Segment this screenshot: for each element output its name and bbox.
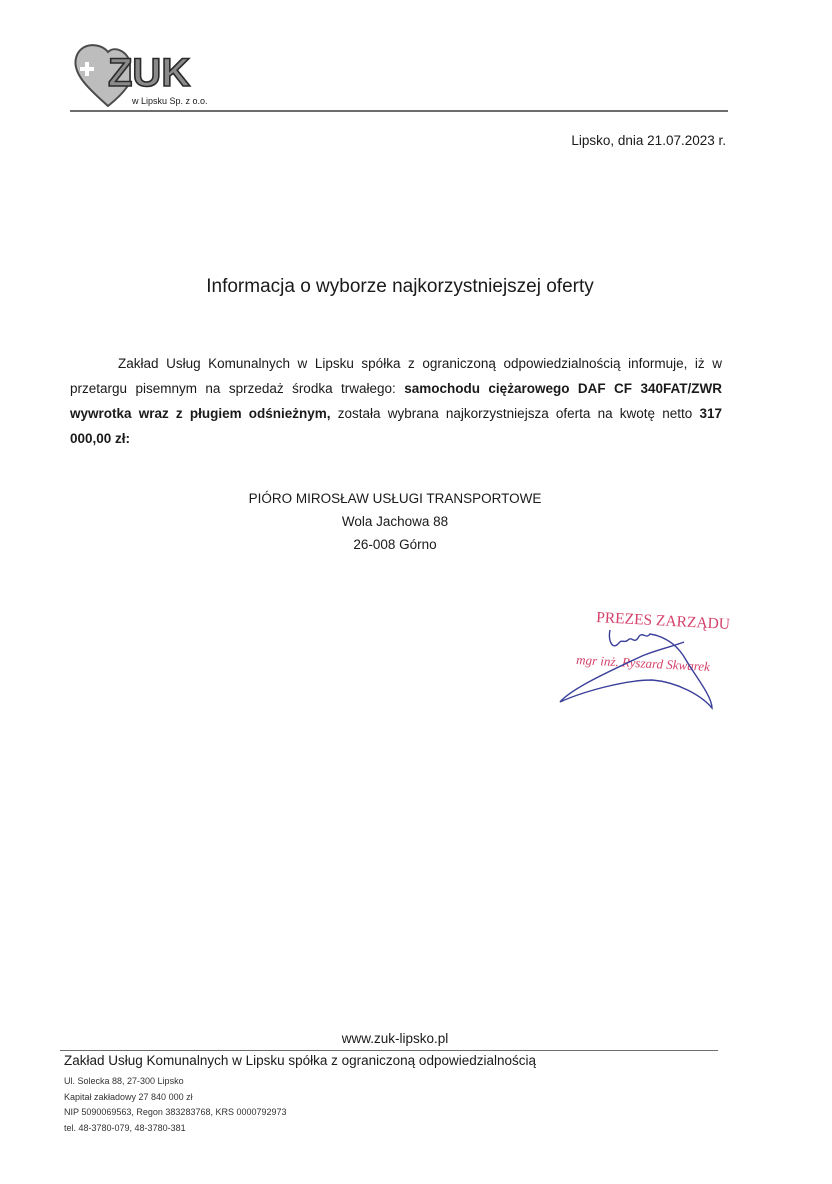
date-line: Lipsko, dnia 21.07.2023 r.	[571, 133, 726, 148]
winner-address	[0, 487, 790, 556]
footer-line-registry: NIP 5090069563, Regon 383283768, KRS 0000792973	[64, 1107, 287, 1118]
winner-street: Wola Jachowa 88	[341, 514, 449, 529]
footer-details	[64, 1074, 287, 1137]
logo-text: ZUK	[108, 51, 191, 95]
footer-url: www.zuk-lipsko.pl	[341, 1031, 449, 1046]
body-paragraph	[70, 351, 722, 451]
signature-stamp	[552, 600, 772, 720]
company-logo	[70, 42, 240, 114]
winner-name: PIÓRO MIROSŁAW USŁUGI TRANSPORTOWE	[248, 491, 542, 506]
winner-city: 26-008 Górno	[353, 537, 437, 552]
body-bold-vehicle: samochodu ciężarowego DAF CF 340FAT/ZWR wywrotka wraz z pługiem odśnieżnym,	[70, 381, 722, 421]
body-part-3: :	[125, 431, 131, 446]
body-part-2: została wybrana najkorzystniejsza oferta na kwotę netto	[330, 406, 700, 421]
document-title: Informacja o wyborze najkorzystniejszej oferty	[206, 276, 594, 297]
footer-line-phone: tel. 48-3780-079, 48-3780-381	[64, 1123, 186, 1134]
footer-line-address: Ul. Solecka 88, 27-300 Lipsko	[64, 1076, 184, 1086]
header-divider	[70, 110, 728, 112]
logo-subtitle: w Lipsku Sp. z o.o.	[132, 96, 208, 106]
body-bold-amount: 317 000,00 zł	[70, 406, 722, 446]
footer-company: Zakład Usług Komunalnych w Lipsku spółka z ograniczoną odpowiedzialnością	[64, 1053, 537, 1068]
footer-line-capital: Kapitał zakładowy 27 840 000 zł	[64, 1091, 193, 1102]
body-part-1: Zakład Usług Komunalnych w Lipsku spółka z ograniczoną odpowiedzialnością informuje, iż w przetargu pisemnym na sprzedaż środka trwałego:	[70, 356, 722, 396]
footer-divider	[60, 1050, 718, 1051]
stamp-title: PREZES ZARZĄDU	[595, 609, 731, 634]
stamp-name: mgr inż. Ryszard Skwarek	[575, 652, 711, 675]
